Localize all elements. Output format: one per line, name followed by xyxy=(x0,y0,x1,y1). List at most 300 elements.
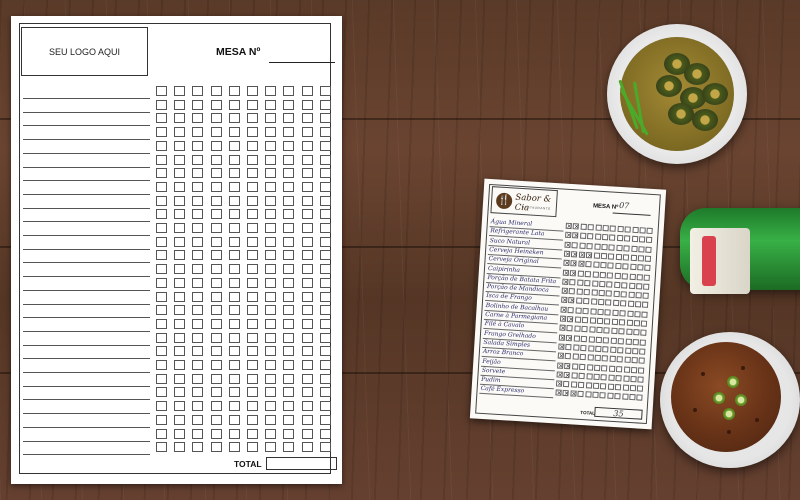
filled-checkbox xyxy=(639,358,645,364)
template-checkbox xyxy=(229,155,240,165)
filled-checkbox xyxy=(617,356,623,362)
template-checkbox xyxy=(265,429,276,439)
bottle-label xyxy=(690,228,750,294)
template-item-line xyxy=(23,262,150,263)
template-checkbox xyxy=(156,182,167,192)
template-checkbox xyxy=(320,292,331,302)
filled-checkbox xyxy=(613,291,619,297)
template-checkbox xyxy=(192,374,203,384)
template-checkbox xyxy=(156,127,167,137)
template-checkbox xyxy=(247,305,258,315)
filled-checkbox xyxy=(590,308,596,314)
filled-checkbox xyxy=(613,300,619,306)
template-checkbox xyxy=(174,264,185,274)
template-checkbox xyxy=(247,100,258,110)
filled-checkbox xyxy=(568,307,574,313)
template-checkbox xyxy=(156,278,167,288)
template-checkbox xyxy=(211,100,222,110)
blank-order-template xyxy=(11,16,342,484)
filled-checkbox xyxy=(596,336,602,342)
template-checkbox xyxy=(174,113,185,123)
template-checkbox xyxy=(320,86,331,96)
template-checkbox xyxy=(247,319,258,329)
filled-checkbox-marked: × xyxy=(572,251,578,259)
filled-checkbox xyxy=(638,255,644,261)
filled-item-name: Cerveja Heineken xyxy=(488,245,544,257)
filled-checkbox xyxy=(597,318,603,324)
template-checkbox xyxy=(247,346,258,356)
filled-checkbox xyxy=(578,382,584,388)
filled-checkbox xyxy=(598,299,604,305)
template-checkbox xyxy=(283,429,294,439)
bottle-label-stripe xyxy=(702,236,716,286)
filled-checkbox xyxy=(579,242,585,248)
template-checkbox xyxy=(302,264,313,274)
template-checkbox xyxy=(156,292,167,302)
template-checkbox xyxy=(247,113,258,123)
filled-checkbox xyxy=(616,375,622,381)
filled-table-number: 07 xyxy=(618,200,630,211)
template-checkbox xyxy=(174,278,185,288)
template-checkbox xyxy=(320,278,331,288)
template-table-label: MESA Nº xyxy=(216,46,261,58)
template-checkbox xyxy=(229,250,240,260)
template-checkbox xyxy=(283,113,294,123)
template-checkbox xyxy=(283,374,294,384)
template-checkbox xyxy=(302,223,313,233)
template-checkbox xyxy=(211,250,222,260)
filled-checkbox xyxy=(587,364,593,370)
template-checkbox xyxy=(229,401,240,411)
meat-crumb xyxy=(701,372,705,376)
template-checkbox xyxy=(192,278,203,288)
template-checkbox xyxy=(229,305,240,315)
template-checkbox xyxy=(211,196,222,206)
template-checkbox xyxy=(174,401,185,411)
template-checkbox xyxy=(192,182,203,192)
template-checkbox xyxy=(192,387,203,397)
template-checkbox xyxy=(174,237,185,247)
filled-checkbox xyxy=(581,335,587,341)
filled-checkbox xyxy=(637,264,643,270)
bottle-body xyxy=(680,208,800,290)
template-checkbox xyxy=(283,196,294,206)
template-item-line xyxy=(23,208,150,209)
template-item-line xyxy=(23,372,150,373)
template-checkbox xyxy=(211,264,222,274)
template-checkbox xyxy=(247,86,258,96)
template-checkbox xyxy=(156,196,167,206)
filled-checkbox xyxy=(629,273,635,279)
filled-checkbox xyxy=(603,346,609,352)
template-checkbox xyxy=(320,113,331,123)
template-checkbox xyxy=(302,415,313,425)
template-checkbox xyxy=(265,100,276,110)
template-item-line xyxy=(23,304,150,305)
template-checkbox xyxy=(302,374,313,384)
template-checkbox xyxy=(247,442,258,452)
filled-checkbox-marked: × xyxy=(564,250,571,258)
filled-checkbox-marked: × xyxy=(564,371,571,380)
template-checkbox xyxy=(156,209,167,219)
template-checkbox xyxy=(211,155,222,165)
filled-checkbox xyxy=(582,317,588,323)
filled-checkbox xyxy=(584,289,590,295)
template-checkbox xyxy=(192,155,203,165)
template-checkbox xyxy=(247,250,258,260)
filled-checkbox-marked: × xyxy=(579,251,586,259)
template-item-line xyxy=(23,276,150,277)
filled-item-name: Carne à Parmegiana xyxy=(484,310,548,322)
template-checkbox xyxy=(283,292,294,302)
filled-checkbox-marked: × xyxy=(564,259,570,268)
template-checkbox xyxy=(320,333,331,343)
template-checkbox xyxy=(265,155,276,165)
filled-item-name: Refrigerante Lata xyxy=(490,227,545,238)
template-item-line xyxy=(23,386,150,387)
template-checkbox xyxy=(283,250,294,260)
filled-checkbox xyxy=(641,330,647,336)
template-checkbox xyxy=(211,401,222,411)
template-checkbox xyxy=(302,155,313,165)
template-checkbox xyxy=(156,155,167,165)
template-checkbox xyxy=(283,305,294,315)
template-checkbox xyxy=(211,333,222,343)
filled-checkbox xyxy=(575,316,581,322)
template-checkbox xyxy=(265,401,276,411)
template-checkbox xyxy=(283,319,294,329)
template-item-line xyxy=(23,221,150,222)
template-checkbox xyxy=(247,333,258,343)
meat-crumb xyxy=(727,430,731,434)
filled-item-name: Cerveja Original xyxy=(488,255,539,266)
filled-item-name: Isca de Frango xyxy=(486,292,533,303)
template-checkbox xyxy=(320,209,331,219)
template-checkbox xyxy=(192,100,203,110)
template-checkbox xyxy=(265,237,276,247)
template-checkbox xyxy=(283,333,294,343)
template-checkbox xyxy=(174,223,185,233)
template-checkbox xyxy=(156,305,167,315)
filled-checkbox xyxy=(632,357,638,363)
filled-checkbox xyxy=(632,227,638,233)
filled-checkbox xyxy=(602,355,608,361)
template-checkbox xyxy=(174,100,185,110)
filled-checkbox-marked: × xyxy=(559,334,566,342)
filled-checkbox xyxy=(614,272,620,278)
template-item-line xyxy=(23,290,150,291)
template-checkbox xyxy=(229,292,240,302)
template-checkbox xyxy=(229,415,240,425)
template-checkbox xyxy=(156,360,167,370)
template-checkbox xyxy=(192,168,203,178)
template-item-line xyxy=(23,98,150,99)
template-checkbox xyxy=(174,346,185,356)
filled-checkbox xyxy=(625,347,631,353)
filled-item-name: Bolinho de Bacalhau xyxy=(485,301,549,313)
filled-checkbox xyxy=(646,237,652,243)
filled-checkbox-marked: × xyxy=(560,315,567,323)
template-checkbox xyxy=(320,319,331,329)
template-checkbox xyxy=(156,86,167,96)
template-checkbox xyxy=(192,346,203,356)
template-checkbox xyxy=(265,387,276,397)
filled-table-label: MESA Nº xyxy=(592,203,619,211)
filled-checkbox xyxy=(591,290,597,296)
filled-checkbox xyxy=(583,308,589,314)
filled-checkbox xyxy=(616,366,622,372)
filled-checkbox xyxy=(580,233,586,239)
template-checkbox xyxy=(192,250,203,260)
template-checkbox xyxy=(174,333,185,343)
template-checkbox xyxy=(156,168,167,178)
template-item-line xyxy=(23,345,150,346)
template-checkbox xyxy=(302,209,313,219)
filled-checkbox xyxy=(596,327,602,333)
template-checkbox xyxy=(174,250,185,260)
template-checkbox xyxy=(156,237,167,247)
template-checkbox xyxy=(265,141,276,151)
filled-checkbox xyxy=(587,354,593,360)
brand-subtitle: RESTAURANTE xyxy=(521,205,551,211)
filled-checkbox xyxy=(606,281,612,287)
template-checkbox xyxy=(302,127,313,137)
filled-checkbox xyxy=(610,347,616,353)
template-checkbox xyxy=(247,429,258,439)
filled-checkbox xyxy=(642,311,648,317)
template-checkbox xyxy=(302,278,313,288)
filled-checkbox xyxy=(625,226,631,232)
filled-checkbox xyxy=(600,393,606,399)
template-checkbox xyxy=(192,86,203,96)
filled-checkbox xyxy=(575,307,581,313)
template-checkbox xyxy=(265,292,276,302)
template-checkbox xyxy=(283,401,294,411)
filled-checkbox xyxy=(615,263,621,269)
filled-checkbox xyxy=(589,327,595,333)
filled-checkbox xyxy=(639,227,645,233)
filled-checkbox xyxy=(602,234,608,240)
filled-checkbox xyxy=(618,328,624,334)
filled-checkbox xyxy=(631,245,637,251)
filled-checkbox xyxy=(578,270,584,276)
template-checkbox xyxy=(229,429,240,439)
filled-checkbox xyxy=(633,339,639,345)
template-checkbox xyxy=(192,305,203,315)
filled-item-name: Sorvete xyxy=(481,366,506,376)
template-checkbox xyxy=(247,196,258,206)
filled-checkbox xyxy=(563,381,569,387)
template-checkbox xyxy=(247,155,258,165)
template-checkbox xyxy=(283,141,294,151)
filled-checkbox xyxy=(616,254,622,260)
template-item-line xyxy=(23,441,150,442)
template-checkbox xyxy=(156,264,167,274)
filled-checkbox xyxy=(604,318,610,324)
filled-checkbox xyxy=(601,374,607,380)
template-item-line xyxy=(23,249,150,250)
template-checkbox xyxy=(156,113,167,123)
filled-checkbox xyxy=(577,279,583,285)
filled-checkbox xyxy=(601,365,607,371)
filled-checkbox xyxy=(628,301,634,307)
template-checkbox xyxy=(229,237,240,247)
filled-checkbox xyxy=(584,280,590,286)
filled-checkbox xyxy=(592,392,598,398)
template-checkbox xyxy=(174,292,185,302)
filled-checkbox xyxy=(571,381,577,387)
template-checkbox xyxy=(211,319,222,329)
template-item-line xyxy=(23,235,150,236)
template-checkbox xyxy=(302,86,313,96)
template-checkbox xyxy=(283,209,294,219)
jalapeno-slice xyxy=(702,83,728,105)
template-checkbox xyxy=(156,333,167,343)
template-checkbox xyxy=(320,141,331,151)
template-checkbox xyxy=(229,442,240,452)
filled-checkbox xyxy=(609,244,615,250)
filled-checkbox xyxy=(637,395,643,401)
template-checkbox xyxy=(174,209,185,219)
template-checkbox xyxy=(265,374,276,384)
template-checkbox xyxy=(174,442,185,452)
template-checkbox xyxy=(265,415,276,425)
template-checkbox xyxy=(211,387,222,397)
filled-item-name: Café Expresso xyxy=(480,385,525,395)
filled-logo xyxy=(490,186,558,217)
filled-checkbox xyxy=(571,372,577,378)
filled-checkbox xyxy=(583,298,589,304)
filled-item-name: Água Mineral xyxy=(490,218,533,228)
template-checkbox xyxy=(229,100,240,110)
filled-order-card xyxy=(470,179,666,430)
template-checkbox xyxy=(192,141,203,151)
filled-checkbox-marked: × xyxy=(566,222,572,231)
filled-checkbox-marked: × xyxy=(573,223,580,231)
template-checkbox xyxy=(283,127,294,137)
scallion-slice xyxy=(713,392,725,404)
filled-checkbox xyxy=(572,242,578,248)
template-checkbox xyxy=(265,278,276,288)
template-checkbox xyxy=(320,250,331,260)
filled-checkbox xyxy=(589,317,595,323)
filled-checkbox xyxy=(579,373,585,379)
template-checkbox xyxy=(283,182,294,192)
jalapeno-slice xyxy=(684,63,710,85)
template-checkbox xyxy=(302,360,313,370)
filled-checkbox xyxy=(585,382,591,388)
template-checkbox xyxy=(320,415,331,425)
template-checkbox xyxy=(156,429,167,439)
template-checkbox xyxy=(247,168,258,178)
filled-item-name: Feijão xyxy=(482,357,501,366)
filled-checkbox-marked: × xyxy=(561,297,568,305)
meat-crumb xyxy=(693,408,697,412)
template-checkbox xyxy=(156,141,167,151)
filled-checkbox xyxy=(645,256,651,262)
scallion-slice xyxy=(727,376,739,388)
filled-checkbox xyxy=(576,289,582,295)
template-checkbox xyxy=(156,387,167,397)
filled-checkbox xyxy=(618,338,624,344)
template-checkbox xyxy=(211,442,222,452)
template-checkbox xyxy=(192,401,203,411)
template-checkbox xyxy=(320,401,331,411)
template-checkbox xyxy=(211,209,222,219)
filled-checkbox xyxy=(586,373,592,379)
template-checkbox xyxy=(156,346,167,356)
filled-checkbox-marked: × xyxy=(565,241,571,249)
template-checkbox xyxy=(320,168,331,178)
filled-checkbox xyxy=(608,263,614,269)
template-checkbox xyxy=(302,237,313,247)
template-checkbox xyxy=(156,442,167,452)
filled-checkbox xyxy=(570,279,576,285)
filled-checkbox xyxy=(593,383,599,389)
filled-checkbox-marked: × xyxy=(559,343,565,351)
template-checkbox xyxy=(192,429,203,439)
filled-checkbox-marked: × xyxy=(563,390,570,398)
template-checkbox xyxy=(247,209,258,219)
template-checkbox xyxy=(192,209,203,219)
filled-checkbox-marked: × xyxy=(565,362,571,370)
filled-checkbox-marked: × xyxy=(569,297,575,305)
template-checkbox xyxy=(320,387,331,397)
template-item-line xyxy=(23,167,150,168)
jalapeno-bowl xyxy=(607,24,747,164)
filled-checkbox-marked: × xyxy=(562,287,569,296)
template-checkbox xyxy=(211,292,222,302)
filled-checkbox xyxy=(608,374,614,380)
filled-checkbox xyxy=(645,265,651,271)
template-checkbox xyxy=(302,346,313,356)
template-checkbox xyxy=(283,278,294,288)
template-checkbox xyxy=(174,429,185,439)
template-checkbox xyxy=(247,141,258,151)
template-item-line xyxy=(23,454,150,455)
template-checkbox xyxy=(320,346,331,356)
filled-checkbox-marked: × xyxy=(571,269,577,277)
filled-checkbox xyxy=(617,226,623,232)
filled-checkbox xyxy=(600,262,606,268)
template-checkbox xyxy=(283,360,294,370)
filled-checkbox xyxy=(626,320,632,326)
template-checkbox xyxy=(247,264,258,274)
filled-checkbox xyxy=(609,235,615,241)
filled-checkbox xyxy=(639,237,645,243)
filled-checkbox xyxy=(630,255,636,261)
filled-checkbox xyxy=(632,348,638,354)
template-checkbox xyxy=(265,209,276,219)
template-checkbox xyxy=(211,360,222,370)
filled-checkbox xyxy=(628,292,634,298)
filled-checkbox xyxy=(587,233,593,239)
template-checkbox xyxy=(211,278,222,288)
template-checkbox xyxy=(302,250,313,260)
template-checkbox xyxy=(211,127,222,137)
filled-checkbox xyxy=(581,326,587,332)
template-checkbox xyxy=(229,346,240,356)
filled-checkbox-marked: × xyxy=(558,352,565,361)
template-checkbox xyxy=(211,237,222,247)
template-checkbox xyxy=(229,209,240,219)
template-checkbox xyxy=(320,155,331,165)
template-checkbox xyxy=(302,333,313,343)
jalapeno-slice xyxy=(692,109,718,131)
filled-checkbox-marked: × xyxy=(586,251,593,260)
template-checkbox xyxy=(174,387,185,397)
meat-crumb xyxy=(741,366,745,370)
